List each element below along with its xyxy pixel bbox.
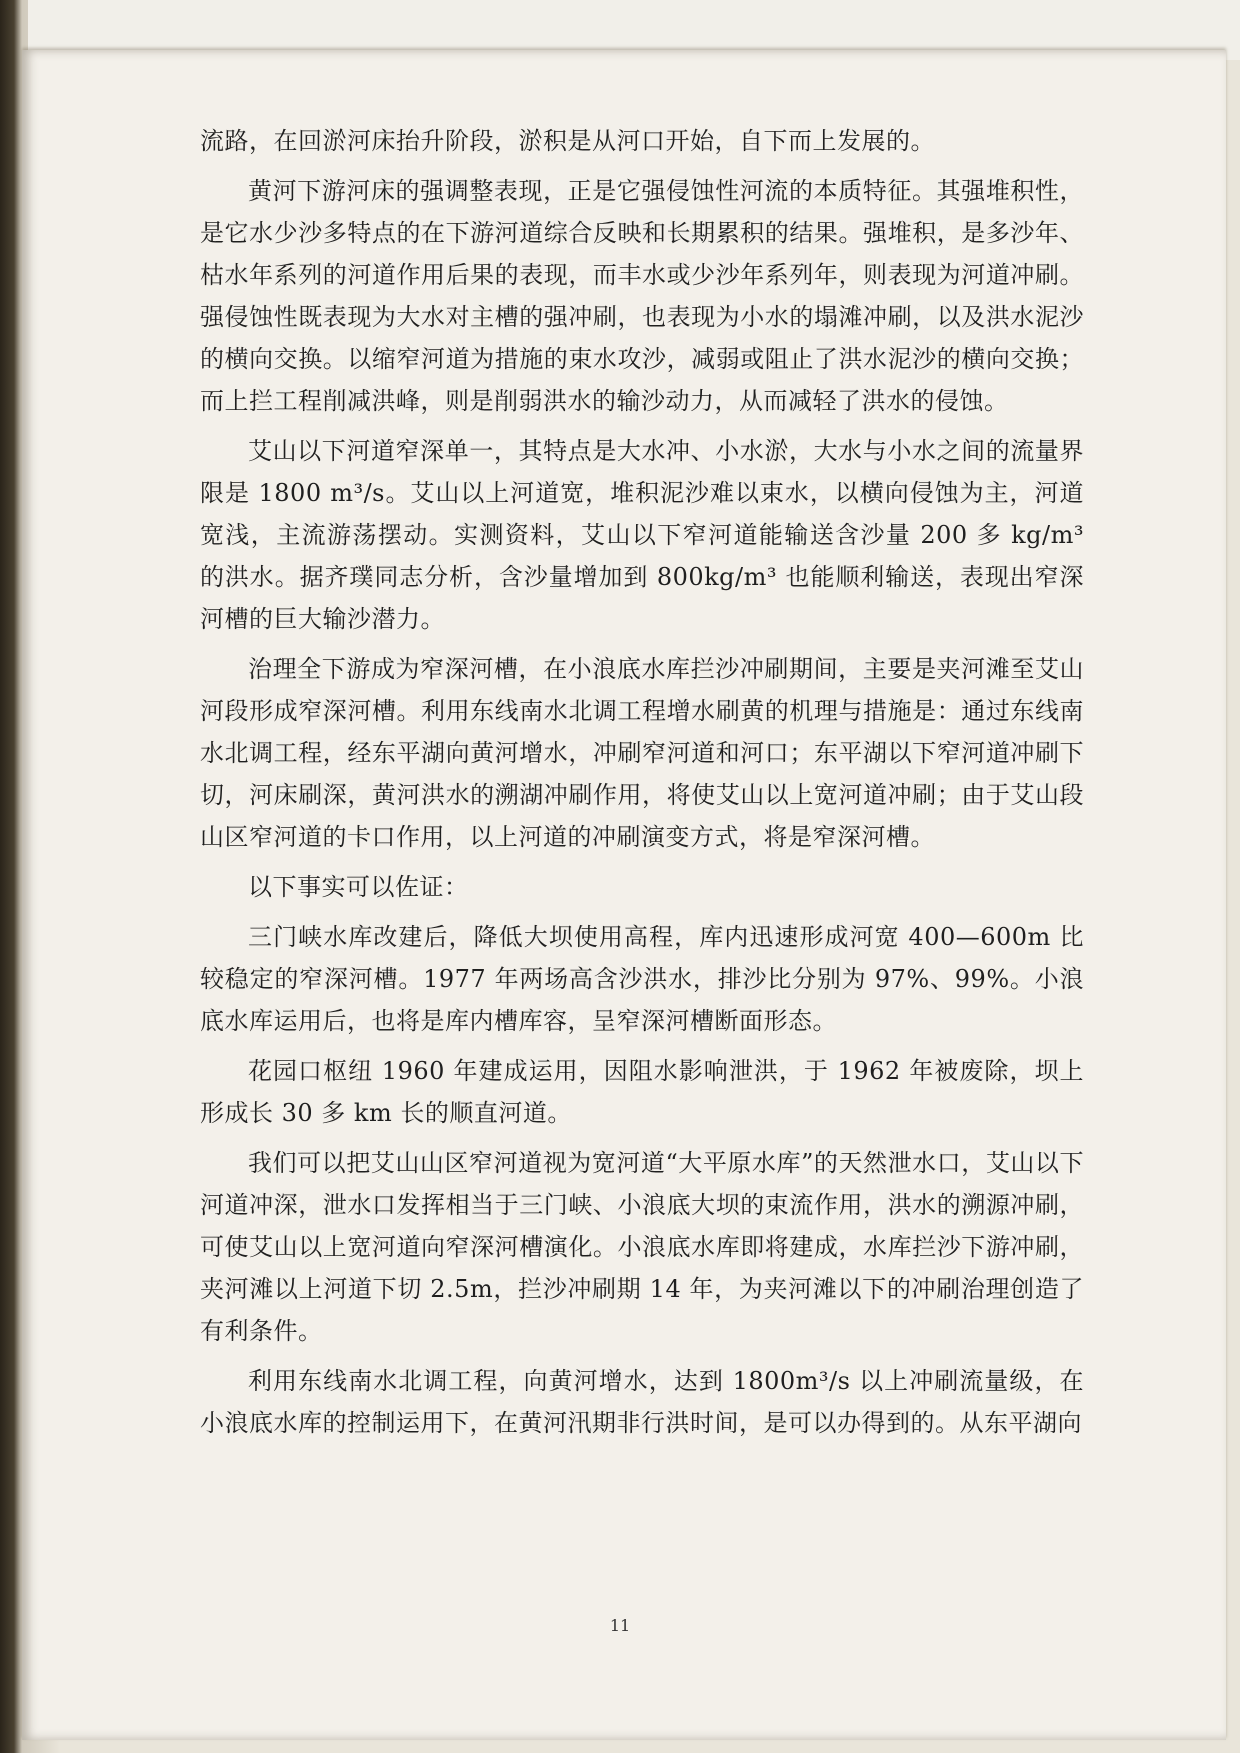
page-body xyxy=(200,120,1084,1452)
paragraph-2: 黄河下游河床的强调整表现，正是它强侵蚀性河流的本质特征。其强堆积性，是它水少沙多特点的在下游河道综合反映和长期累积的结果。强堆积，是多沙年、枯水年系列的河道作用后果的表现，而丰水或少沙年系列年，则表现为河道冲刷。强侵蚀性既表现为大水对主槽的强冲刷，也表现为小水的塌滩冲刷，以及洪水泥沙的横向交换。以缩窄河道为措施的束水攻沙，减弱或阻止了洪水泥沙的横向交换；而上拦工程削减洪峰，则是削弱洪水的输沙动力，从而减轻了洪水的侵蚀。 xyxy=(200,177,1084,415)
paragraph-1: 流路，在回淤河床抬升阶段，淤积是从河口开始，自下而上发展的。 xyxy=(200,127,935,155)
paragraph-9: 利用东线南水北调工程，向黄河增水，达到 1800m³/s 以上冲刷流量级，在小浪底水库的控制运用下，在黄河汛期非行洪时间，是可以办得到的。从东平湖向 xyxy=(200,1367,1084,1437)
paragraph-5: 以下事实可以佐证： xyxy=(248,873,469,901)
paragraph-4: 治理全下游成为窄深河槽，在小浪底水库拦沙冲刷期间，主要是夹河滩至艾山河段形成窄深河槽。利用东线南水北调工程增水刷黄的机理与措施是：通过东线南水北调工程，经东平湖向黄河增水，冲刷窄河道和河口；东平湖以下窄河道冲刷下切，河床刷深，黄河洪水的溯湖冲刷作用，将使艾山以上宽河道冲刷；由于艾山段山区窄河道的卡口作用，以上河道的冲刷演变方式，将是窄深河槽。 xyxy=(200,655,1084,851)
paragraph-6: 三门峡水库改建后，降低大坝使用高程，库内迅速形成河宽 400—600m 比较稳定的窄深河槽。1977 年两场高含沙洪水，排沙比分别为 97%、99%。小浪底水库运用后，也将是库内槽库容，呈窄深河槽断面形态。 xyxy=(200,923,1084,1035)
paragraph-8: 我们可以把艾山山区窄河道视为宽河道“大平原水库”的天然泄水口，艾山以下河道冲深，泄水口发挥相当于三门峡、小浪底大坝的束流作用，洪水的溯源冲刷，可使艾山以上宽河道向窄深河槽演化。小浪底水库即将建成，水库拦沙下游冲刷，夹河滩以上河道下切 2.5m，拦沙冲刷期 14 年，为夹河滩以下的冲刷治理创造了有利条件。 xyxy=(200,1149,1084,1345)
page-number: 11 xyxy=(609,1616,631,1635)
paragraph-7: 花园口枢纽 1960 年建成运用，因阻水影响泄洪，于 1962 年被废除，坝上形成长 30 多 km 长的顺直河道。 xyxy=(200,1057,1084,1127)
paragraph-3: 艾山以下河道窄深单一，其特点是大水冲、小水淤，大水与小水之间的流量界限是 1800 m³/s。艾山以上河道宽，堆积泥沙难以束水，以横向侵蚀为主，河道宽浅，主流游荡摆动。实测资料，艾山以下窄河道能输送含沙量 200 多 kg/m³ 的洪水。据齐璞同志分析，含沙量增加到 800kg/m³ 也能顺利输送，表现出窄深河槽的巨大输沙潜力。 xyxy=(200,437,1084,633)
